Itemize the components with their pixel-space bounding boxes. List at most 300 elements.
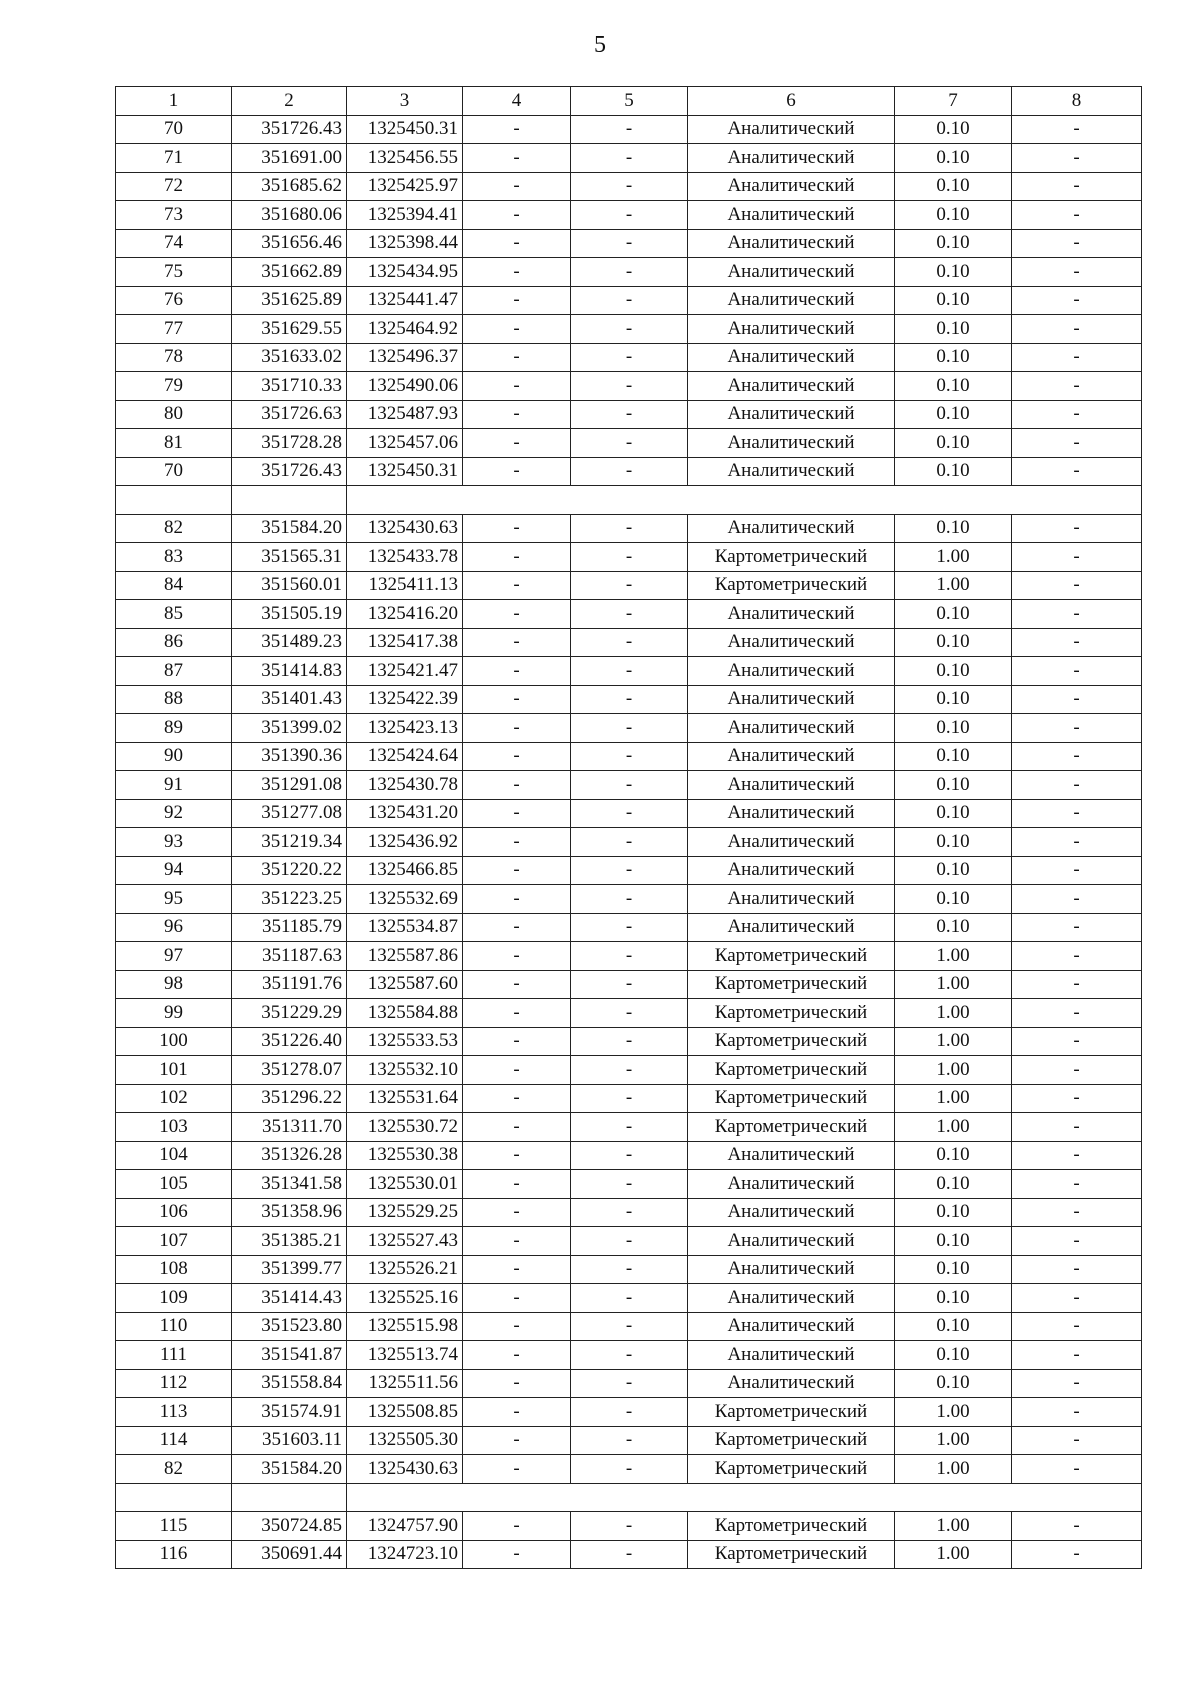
column-4-cell: - — [463, 201, 571, 230]
accuracy-cell: 0.10 — [895, 315, 1012, 344]
column-5-cell: - — [571, 229, 688, 258]
y-coordinate-cell: 1325398.44 — [347, 229, 463, 258]
y-coordinate-cell: 1325584.88 — [347, 999, 463, 1028]
coordinates-table — [115, 86, 1142, 1569]
column-5-cell: - — [571, 1312, 688, 1341]
accuracy-cell: 1.00 — [895, 999, 1012, 1028]
point-number-cell: 93 — [116, 828, 232, 857]
point-number-cell: 114 — [116, 1426, 232, 1455]
accuracy-cell: 1.00 — [895, 1056, 1012, 1085]
column-8-cell: - — [1012, 1426, 1142, 1455]
x-coordinate-cell: 351191.76 — [232, 970, 347, 999]
column-8-cell: - — [1012, 799, 1142, 828]
point-number-cell: 74 — [116, 229, 232, 258]
point-number-cell: 72 — [116, 172, 232, 201]
table-row — [116, 571, 1142, 600]
point-number-cell: 101 — [116, 1056, 232, 1085]
y-coordinate-cell: 1325490.06 — [347, 372, 463, 401]
accuracy-cell: 1.00 — [895, 1027, 1012, 1056]
column-5-cell: - — [571, 1141, 688, 1170]
column-4-cell: - — [463, 799, 571, 828]
y-coordinate-cell: 1325422.39 — [347, 685, 463, 714]
column-5-cell: - — [571, 1255, 688, 1284]
column-4-cell: - — [463, 1369, 571, 1398]
accuracy-cell: 0.10 — [895, 856, 1012, 885]
blank-cell — [116, 486, 232, 515]
method-cell: Аналитический — [688, 457, 895, 486]
header-cell: 4 — [463, 87, 571, 116]
column-5-cell: - — [571, 1113, 688, 1142]
column-5-cell: - — [571, 856, 688, 885]
point-number-cell: 106 — [116, 1198, 232, 1227]
y-coordinate-cell: 1325436.92 — [347, 828, 463, 857]
point-number-cell: 109 — [116, 1284, 232, 1313]
accuracy-cell: 1.00 — [895, 1540, 1012, 1569]
table-row — [116, 1141, 1142, 1170]
accuracy-cell: 0.10 — [895, 1255, 1012, 1284]
y-coordinate-cell: 1325430.63 — [347, 1455, 463, 1484]
y-coordinate-cell: 1325530.38 — [347, 1141, 463, 1170]
column-5-cell: - — [571, 258, 688, 287]
point-number-cell: 82 — [116, 1455, 232, 1484]
accuracy-cell: 0.10 — [895, 514, 1012, 543]
x-coordinate-cell: 351414.43 — [232, 1284, 347, 1313]
method-cell: Картометрический — [688, 1027, 895, 1056]
y-coordinate-cell: 1325496.37 — [347, 343, 463, 372]
point-number-cell: 102 — [116, 1084, 232, 1113]
y-coordinate-cell: 1324723.10 — [347, 1540, 463, 1569]
x-coordinate-cell: 351219.34 — [232, 828, 347, 857]
column-5-cell: - — [571, 1369, 688, 1398]
column-8-cell: - — [1012, 685, 1142, 714]
column-5-cell: - — [571, 201, 688, 230]
table-row — [116, 201, 1142, 230]
y-coordinate-cell: 1325416.20 — [347, 600, 463, 629]
x-coordinate-cell: 351220.22 — [232, 856, 347, 885]
point-number-cell: 81 — [116, 429, 232, 458]
column-5-cell: - — [571, 400, 688, 429]
column-4-cell: - — [463, 913, 571, 942]
column-4-cell: - — [463, 229, 571, 258]
y-coordinate-cell: 1325513.74 — [347, 1341, 463, 1370]
blank-cell — [232, 486, 347, 515]
column-8-cell: - — [1012, 1455, 1142, 1484]
column-4-cell: - — [463, 514, 571, 543]
table-header-row — [116, 87, 1142, 116]
accuracy-cell: 0.10 — [895, 429, 1012, 458]
column-5-cell: - — [571, 1027, 688, 1056]
header-cell: 1 — [116, 87, 232, 116]
accuracy-cell: 0.10 — [895, 1170, 1012, 1199]
table-row — [116, 400, 1142, 429]
accuracy-cell: 1.00 — [895, 1455, 1012, 1484]
column-5-cell: - — [571, 942, 688, 971]
column-8-cell: - — [1012, 514, 1142, 543]
column-8-cell: - — [1012, 201, 1142, 230]
column-8-cell: - — [1012, 172, 1142, 201]
column-4-cell: - — [463, 1198, 571, 1227]
accuracy-cell: 1.00 — [895, 1084, 1012, 1113]
table-row — [116, 742, 1142, 771]
x-coordinate-cell: 351523.80 — [232, 1312, 347, 1341]
accuracy-cell: 0.10 — [895, 657, 1012, 686]
column-5-cell: - — [571, 685, 688, 714]
column-8-cell: - — [1012, 1512, 1142, 1541]
column-4-cell: - — [463, 771, 571, 800]
column-4-cell: - — [463, 970, 571, 999]
table-row — [116, 685, 1142, 714]
x-coordinate-cell: 351489.23 — [232, 628, 347, 657]
column-5-cell: - — [571, 799, 688, 828]
x-coordinate-cell: 351229.29 — [232, 999, 347, 1028]
column-4-cell: - — [463, 1341, 571, 1370]
x-coordinate-cell: 351226.40 — [232, 1027, 347, 1056]
x-coordinate-cell: 351728.28 — [232, 429, 347, 458]
y-coordinate-cell: 1325587.60 — [347, 970, 463, 999]
table-row-blank — [116, 1483, 1142, 1512]
accuracy-cell: 0.10 — [895, 1369, 1012, 1398]
column-4-cell: - — [463, 343, 571, 372]
point-number-cell: 100 — [116, 1027, 232, 1056]
column-8-cell: - — [1012, 1170, 1142, 1199]
column-5-cell: - — [571, 714, 688, 743]
x-coordinate-cell: 351358.96 — [232, 1198, 347, 1227]
column-4-cell: - — [463, 657, 571, 686]
table-row — [116, 1398, 1142, 1427]
x-coordinate-cell: 351560.01 — [232, 571, 347, 600]
column-5-cell: - — [571, 885, 688, 914]
method-cell: Аналитический — [688, 799, 895, 828]
column-4-cell: - — [463, 1084, 571, 1113]
table-row — [116, 343, 1142, 372]
method-cell: Аналитический — [688, 343, 895, 372]
column-5-cell: - — [571, 315, 688, 344]
x-coordinate-cell: 351277.08 — [232, 799, 347, 828]
method-cell: Картометрический — [688, 1398, 895, 1427]
method-cell: Аналитический — [688, 885, 895, 914]
column-8-cell: - — [1012, 1284, 1142, 1313]
header-cell: 7 — [895, 87, 1012, 116]
point-number-cell: 111 — [116, 1341, 232, 1370]
x-coordinate-cell: 351603.11 — [232, 1426, 347, 1455]
accuracy-cell: 0.10 — [895, 771, 1012, 800]
accuracy-cell: 0.10 — [895, 685, 1012, 714]
x-coordinate-cell: 351399.77 — [232, 1255, 347, 1284]
accuracy-cell: 0.10 — [895, 286, 1012, 315]
x-coordinate-cell: 351662.89 — [232, 258, 347, 287]
column-5-cell: - — [571, 600, 688, 629]
method-cell: Аналитический — [688, 258, 895, 287]
point-number-cell: 92 — [116, 799, 232, 828]
table-row — [116, 600, 1142, 629]
point-number-cell: 73 — [116, 201, 232, 230]
table-row — [116, 1540, 1142, 1569]
method-cell: Картометрический — [688, 1426, 895, 1455]
x-coordinate-cell: 351326.28 — [232, 1141, 347, 1170]
column-5-cell: - — [571, 144, 688, 173]
method-cell: Аналитический — [688, 1227, 895, 1256]
column-4-cell: - — [463, 1312, 571, 1341]
point-number-cell: 85 — [116, 600, 232, 629]
y-coordinate-cell: 1325425.97 — [347, 172, 463, 201]
column-8-cell: - — [1012, 1027, 1142, 1056]
point-number-cell: 82 — [116, 514, 232, 543]
x-coordinate-cell: 351505.19 — [232, 600, 347, 629]
y-coordinate-cell: 1325411.13 — [347, 571, 463, 600]
point-number-cell: 87 — [116, 657, 232, 686]
table-row — [116, 1512, 1142, 1541]
column-8-cell: - — [1012, 856, 1142, 885]
column-4-cell: - — [463, 1113, 571, 1142]
y-coordinate-cell: 1325532.69 — [347, 885, 463, 914]
column-4-cell: - — [463, 628, 571, 657]
table-row — [116, 970, 1142, 999]
table-row — [116, 1341, 1142, 1370]
x-coordinate-cell: 351296.22 — [232, 1084, 347, 1113]
x-coordinate-cell: 351341.58 — [232, 1170, 347, 1199]
column-5-cell: - — [571, 657, 688, 686]
y-coordinate-cell: 1325430.78 — [347, 771, 463, 800]
table-body — [116, 115, 1142, 1569]
point-number-cell: 70 — [116, 115, 232, 144]
x-coordinate-cell: 351185.79 — [232, 913, 347, 942]
method-cell: Аналитический — [688, 172, 895, 201]
table-row — [116, 258, 1142, 287]
y-coordinate-cell: 1325508.85 — [347, 1398, 463, 1427]
column-4-cell: - — [463, 1398, 571, 1427]
y-coordinate-cell: 1325464.92 — [347, 315, 463, 344]
method-cell: Картометрический — [688, 1540, 895, 1569]
method-cell: Аналитический — [688, 856, 895, 885]
y-coordinate-cell: 1325530.01 — [347, 1170, 463, 1199]
column-4-cell: - — [463, 942, 571, 971]
table-row-blank — [116, 486, 1142, 515]
method-cell: Картометрический — [688, 1056, 895, 1085]
accuracy-cell: 1.00 — [895, 1512, 1012, 1541]
point-number-cell: 98 — [116, 970, 232, 999]
y-coordinate-cell: 1325526.21 — [347, 1255, 463, 1284]
column-4-cell: - — [463, 828, 571, 857]
column-8-cell: - — [1012, 315, 1142, 344]
x-coordinate-cell: 351311.70 — [232, 1113, 347, 1142]
column-4-cell: - — [463, 1512, 571, 1541]
header-cell: 5 — [571, 87, 688, 116]
column-5-cell: - — [571, 1284, 688, 1313]
table-row — [116, 372, 1142, 401]
table-row — [116, 942, 1142, 971]
point-number-cell: 108 — [116, 1255, 232, 1284]
accuracy-cell: 0.10 — [895, 457, 1012, 486]
method-cell: Картометрический — [688, 571, 895, 600]
column-8-cell: - — [1012, 400, 1142, 429]
column-8-cell: - — [1012, 771, 1142, 800]
column-5-cell: - — [571, 1084, 688, 1113]
column-4-cell: - — [463, 999, 571, 1028]
table-row — [116, 999, 1142, 1028]
column-8-cell: - — [1012, 714, 1142, 743]
point-number-cell: 80 — [116, 400, 232, 429]
point-number-cell: 112 — [116, 1369, 232, 1398]
y-coordinate-cell: 1325515.98 — [347, 1312, 463, 1341]
header-cell: 3 — [347, 87, 463, 116]
accuracy-cell: 0.10 — [895, 1312, 1012, 1341]
column-4-cell: - — [463, 1027, 571, 1056]
column-8-cell: - — [1012, 1369, 1142, 1398]
table-row — [116, 657, 1142, 686]
column-8-cell: - — [1012, 286, 1142, 315]
accuracy-cell: 0.10 — [895, 144, 1012, 173]
point-number-cell: 70 — [116, 457, 232, 486]
column-8-cell: - — [1012, 258, 1142, 287]
method-cell: Картометрический — [688, 543, 895, 572]
method-cell: Аналитический — [688, 685, 895, 714]
table-row — [116, 628, 1142, 657]
table-row — [116, 315, 1142, 344]
accuracy-cell: 0.10 — [895, 1227, 1012, 1256]
table-row — [116, 1227, 1142, 1256]
x-coordinate-cell: 351726.63 — [232, 400, 347, 429]
y-coordinate-cell: 1325534.87 — [347, 913, 463, 942]
table-row — [116, 714, 1142, 743]
column-5-cell: - — [571, 970, 688, 999]
method-cell: Аналитический — [688, 1341, 895, 1370]
accuracy-cell: 0.10 — [895, 1284, 1012, 1313]
point-number-cell: 116 — [116, 1540, 232, 1569]
accuracy-cell: 0.10 — [895, 1198, 1012, 1227]
blank-cell — [116, 1483, 232, 1512]
y-coordinate-cell: 1325532.10 — [347, 1056, 463, 1085]
blank-cell — [347, 1483, 1142, 1512]
method-cell: Аналитический — [688, 913, 895, 942]
column-8-cell: - — [1012, 657, 1142, 686]
column-4-cell: - — [463, 457, 571, 486]
y-coordinate-cell: 1325527.43 — [347, 1227, 463, 1256]
column-8-cell: - — [1012, 1056, 1142, 1085]
column-4-cell: - — [463, 286, 571, 315]
column-8-cell: - — [1012, 1198, 1142, 1227]
column-4-cell: - — [463, 714, 571, 743]
point-number-cell: 89 — [116, 714, 232, 743]
accuracy-cell: 0.10 — [895, 828, 1012, 857]
point-number-cell: 71 — [116, 144, 232, 173]
accuracy-cell: 1.00 — [895, 942, 1012, 971]
column-4-cell: - — [463, 144, 571, 173]
accuracy-cell: 0.10 — [895, 628, 1012, 657]
point-number-cell: 115 — [116, 1512, 232, 1541]
column-5-cell: - — [571, 628, 688, 657]
point-number-cell: 77 — [116, 315, 232, 344]
column-5-cell: - — [571, 1540, 688, 1569]
column-5-cell: - — [571, 828, 688, 857]
column-8-cell: - — [1012, 115, 1142, 144]
x-coordinate-cell: 351187.63 — [232, 942, 347, 971]
column-5-cell: - — [571, 1341, 688, 1370]
x-coordinate-cell: 351680.06 — [232, 201, 347, 230]
point-number-cell: 97 — [116, 942, 232, 971]
table-row — [116, 286, 1142, 315]
y-coordinate-cell: 1325430.63 — [347, 514, 463, 543]
column-8-cell: - — [1012, 1084, 1142, 1113]
x-coordinate-cell: 351726.43 — [232, 457, 347, 486]
x-coordinate-cell: 351625.89 — [232, 286, 347, 315]
method-cell: Аналитический — [688, 315, 895, 344]
column-5-cell: - — [571, 1512, 688, 1541]
column-5-cell: - — [571, 172, 688, 201]
accuracy-cell: 0.10 — [895, 1141, 1012, 1170]
x-coordinate-cell: 351584.20 — [232, 1455, 347, 1484]
column-5-cell: - — [571, 1455, 688, 1484]
x-coordinate-cell: 351390.36 — [232, 742, 347, 771]
column-4-cell: - — [463, 885, 571, 914]
y-coordinate-cell: 1325466.85 — [347, 856, 463, 885]
y-coordinate-cell: 1325450.31 — [347, 457, 463, 486]
column-4-cell: - — [463, 685, 571, 714]
x-coordinate-cell: 351541.87 — [232, 1341, 347, 1370]
column-4-cell: - — [463, 258, 571, 287]
y-coordinate-cell: 1325417.38 — [347, 628, 463, 657]
column-5-cell: - — [571, 115, 688, 144]
column-8-cell: - — [1012, 628, 1142, 657]
column-5-cell: - — [571, 429, 688, 458]
column-8-cell: - — [1012, 913, 1142, 942]
table-row — [116, 1312, 1142, 1341]
column-8-cell: - — [1012, 1312, 1142, 1341]
point-number-cell: 75 — [116, 258, 232, 287]
column-5-cell: - — [571, 1398, 688, 1427]
point-number-cell: 107 — [116, 1227, 232, 1256]
accuracy-cell: 0.10 — [895, 372, 1012, 401]
x-coordinate-cell: 351710.33 — [232, 372, 347, 401]
x-coordinate-cell: 351565.31 — [232, 543, 347, 572]
accuracy-cell: 1.00 — [895, 1113, 1012, 1142]
column-4-cell: - — [463, 1426, 571, 1455]
method-cell: Аналитический — [688, 400, 895, 429]
table-row — [116, 1113, 1142, 1142]
table-row — [116, 913, 1142, 942]
table-row — [116, 457, 1142, 486]
x-coordinate-cell: 351685.62 — [232, 172, 347, 201]
y-coordinate-cell: 1325505.30 — [347, 1426, 463, 1455]
column-4-cell: - — [463, 1227, 571, 1256]
column-8-cell: - — [1012, 742, 1142, 771]
y-coordinate-cell: 1325423.13 — [347, 714, 463, 743]
y-coordinate-cell: 1325531.64 — [347, 1084, 463, 1113]
column-4-cell: - — [463, 571, 571, 600]
x-coordinate-cell: 351558.84 — [232, 1369, 347, 1398]
y-coordinate-cell: 1325511.56 — [347, 1369, 463, 1398]
accuracy-cell: 1.00 — [895, 1398, 1012, 1427]
method-cell: Аналитический — [688, 1198, 895, 1227]
method-cell: Картометрический — [688, 1512, 895, 1541]
column-8-cell: - — [1012, 429, 1142, 458]
accuracy-cell: 1.00 — [895, 543, 1012, 572]
accuracy-cell: 0.10 — [895, 913, 1012, 942]
column-5-cell: - — [571, 343, 688, 372]
table-row — [116, 1255, 1142, 1284]
column-4-cell: - — [463, 429, 571, 458]
y-coordinate-cell: 1325394.41 — [347, 201, 463, 230]
column-4-cell: - — [463, 372, 571, 401]
x-coordinate-cell: 351574.91 — [232, 1398, 347, 1427]
column-5-cell: - — [571, 571, 688, 600]
y-coordinate-cell: 1325457.06 — [347, 429, 463, 458]
accuracy-cell: 0.10 — [895, 799, 1012, 828]
accuracy-cell: 0.10 — [895, 714, 1012, 743]
method-cell: Картометрический — [688, 1113, 895, 1142]
point-number-cell: 86 — [116, 628, 232, 657]
y-coordinate-cell: 1325487.93 — [347, 400, 463, 429]
accuracy-cell: 0.10 — [895, 172, 1012, 201]
